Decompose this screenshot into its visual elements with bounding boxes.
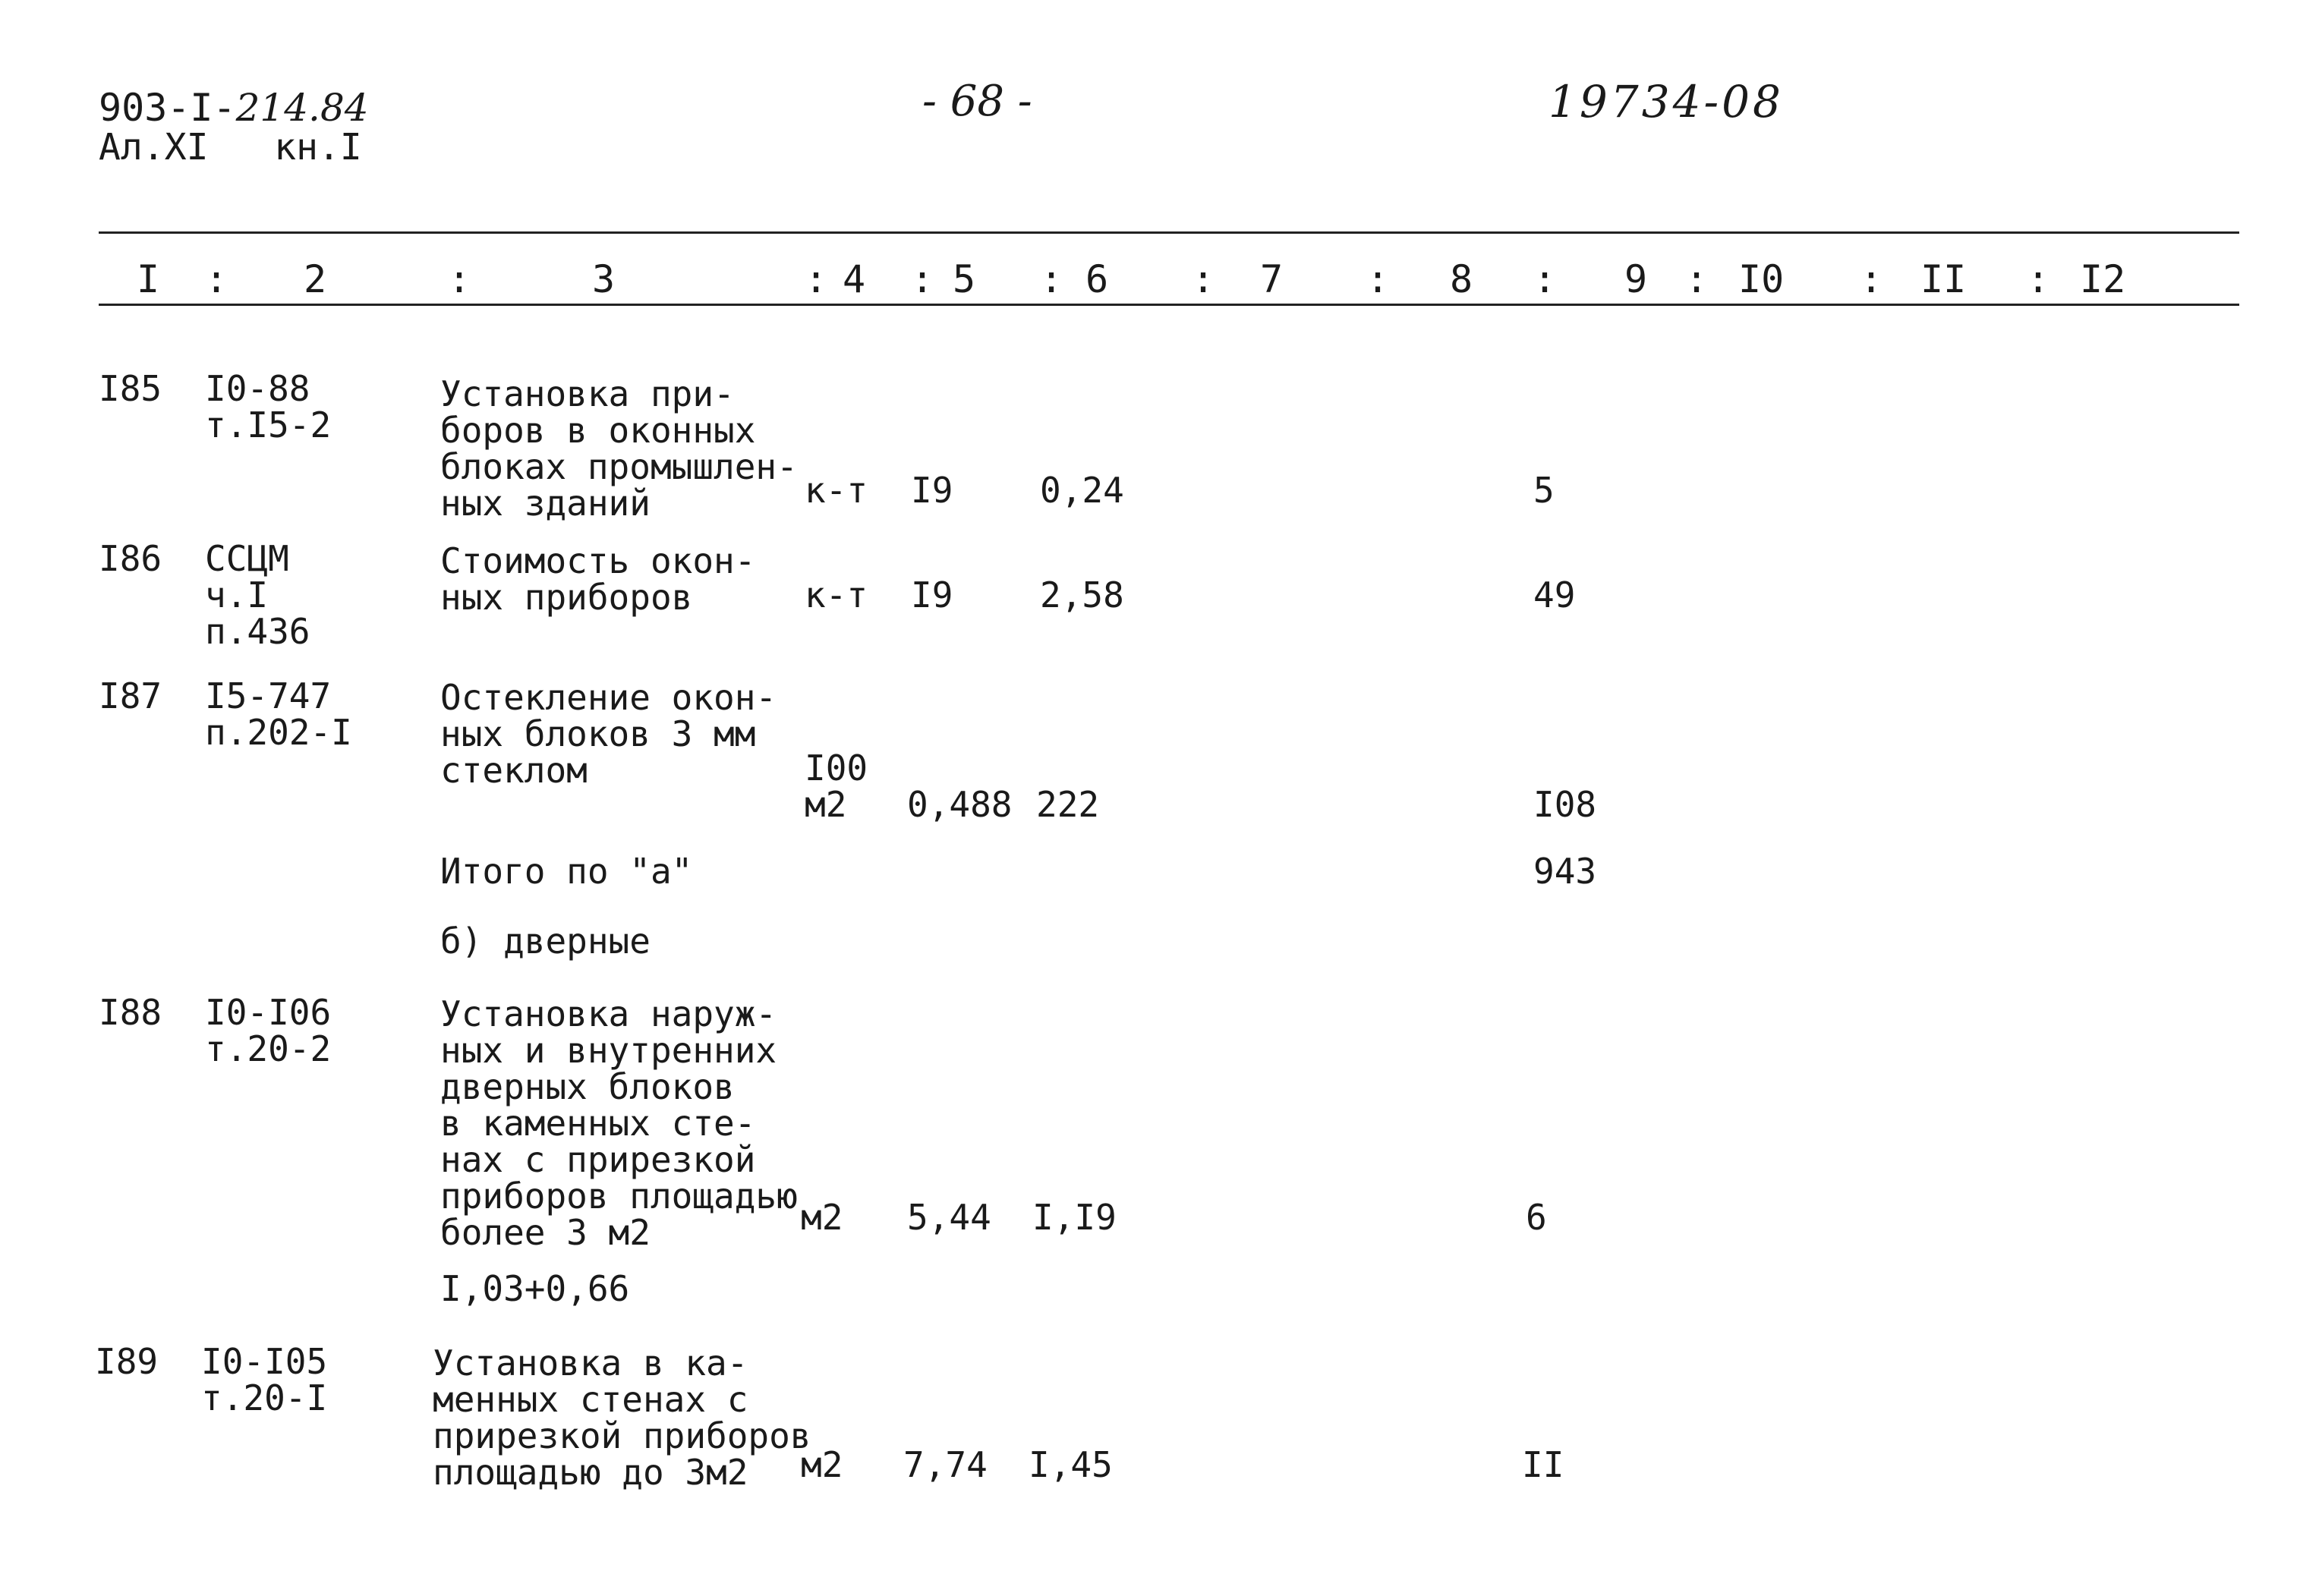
row-number: I86	[99, 538, 162, 579]
total-cost: II	[1522, 1444, 1564, 1485]
col-header-4: 4	[843, 257, 866, 301]
quantity: 7,74	[903, 1444, 988, 1485]
section-heading: б) дверные	[440, 921, 651, 962]
unit: м2	[801, 1444, 843, 1485]
col-header-2: 2	[304, 257, 327, 301]
col-header-7: 7	[1260, 257, 1284, 301]
quantity: 5,44	[907, 1197, 991, 1238]
subtotal-value: 943	[1533, 851, 1597, 892]
col-header-9: 9	[1624, 257, 1648, 301]
work-description: Установка в ка- менных стенах с прирезкой приборов площадью до 3м2	[433, 1343, 811, 1493]
unit-price: 0,24	[1040, 470, 1124, 511]
unit: к-т	[805, 574, 868, 615]
quantity: 0,488	[907, 784, 1013, 825]
col-sep: :	[1685, 257, 1709, 301]
top-rule	[99, 231, 2239, 234]
col-header-11: II	[1920, 257, 1967, 301]
unit: м2	[801, 1197, 843, 1238]
norm-code: I5-747 п.202-I	[205, 675, 352, 753]
unit: к-т	[805, 470, 868, 511]
album-book: Ал.XI кн.I	[99, 126, 362, 168]
series-printed: 903-I-	[99, 86, 236, 130]
row-number: I87	[99, 675, 162, 716]
unit-price: I,I9	[1032, 1197, 1117, 1238]
col-sep: :	[205, 257, 228, 301]
col-sep: :	[1860, 257, 1883, 301]
work-description: Установка наруж- ных и внутренних дверных блоков в каменных сте- нах с прирезкой приборов площадью более 3 м2	[440, 993, 798, 1253]
col-sep: :	[1040, 257, 1063, 301]
unit-price: 222	[1036, 784, 1100, 825]
col-sep: :	[448, 257, 471, 301]
work-description: Установка при- боров в оконных блоках промышлен- ных зданий	[440, 373, 798, 524]
row-number: I88	[99, 992, 162, 1033]
col-sep: :	[805, 257, 828, 301]
norm-code: I0-88 т.I5-2	[205, 368, 332, 445]
calculation-note: I,03+0,66	[440, 1268, 630, 1309]
col-header-3: 3	[592, 257, 616, 301]
subtotal-label: Итого по "а"	[440, 851, 693, 892]
total-cost: 6	[1526, 1197, 1547, 1238]
col-header-12: I2	[2080, 257, 2126, 301]
work-description: Стоимость окон- ных приборов	[440, 540, 756, 618]
row-number: I89	[95, 1341, 159, 1382]
row-number: I85	[99, 368, 162, 409]
document-series	[99, 86, 369, 130]
quantity: I9	[911, 574, 953, 615]
col-sep: :	[1533, 257, 1557, 301]
header-bottom-rule	[99, 304, 2239, 306]
norm-code: ССЦМ ч.I п.436	[205, 538, 310, 652]
col-sep: :	[2027, 257, 2050, 301]
series-handwritten: 214.84	[235, 86, 369, 130]
document-number: 19734-08	[1549, 76, 1784, 127]
total-cost: 49	[1533, 574, 1576, 615]
total-cost: 5	[1533, 470, 1555, 511]
col-header-5: 5	[953, 257, 976, 301]
col-sep: :	[911, 257, 934, 301]
col-sep: :	[1192, 257, 1215, 301]
unit: I00 м2	[805, 748, 868, 825]
total-cost: I08	[1533, 784, 1597, 825]
page-number: - 68 -	[922, 77, 1032, 126]
norm-code: I0-I05 т.20-I	[201, 1341, 328, 1418]
col-header-1: I	[137, 257, 160, 301]
col-header-10: I0	[1738, 257, 1785, 301]
col-header-6: 6	[1085, 257, 1109, 301]
col-sep: :	[1366, 257, 1390, 301]
unit-price: I,45	[1029, 1444, 1113, 1485]
work-description: Остекление окон- ных блоков 3 мм стеклом	[440, 677, 777, 791]
unit-price: 2,58	[1040, 574, 1124, 615]
quantity: I9	[911, 470, 953, 511]
col-header-8: 8	[1450, 257, 1473, 301]
norm-code: I0-I06 т.20-2	[205, 992, 332, 1069]
